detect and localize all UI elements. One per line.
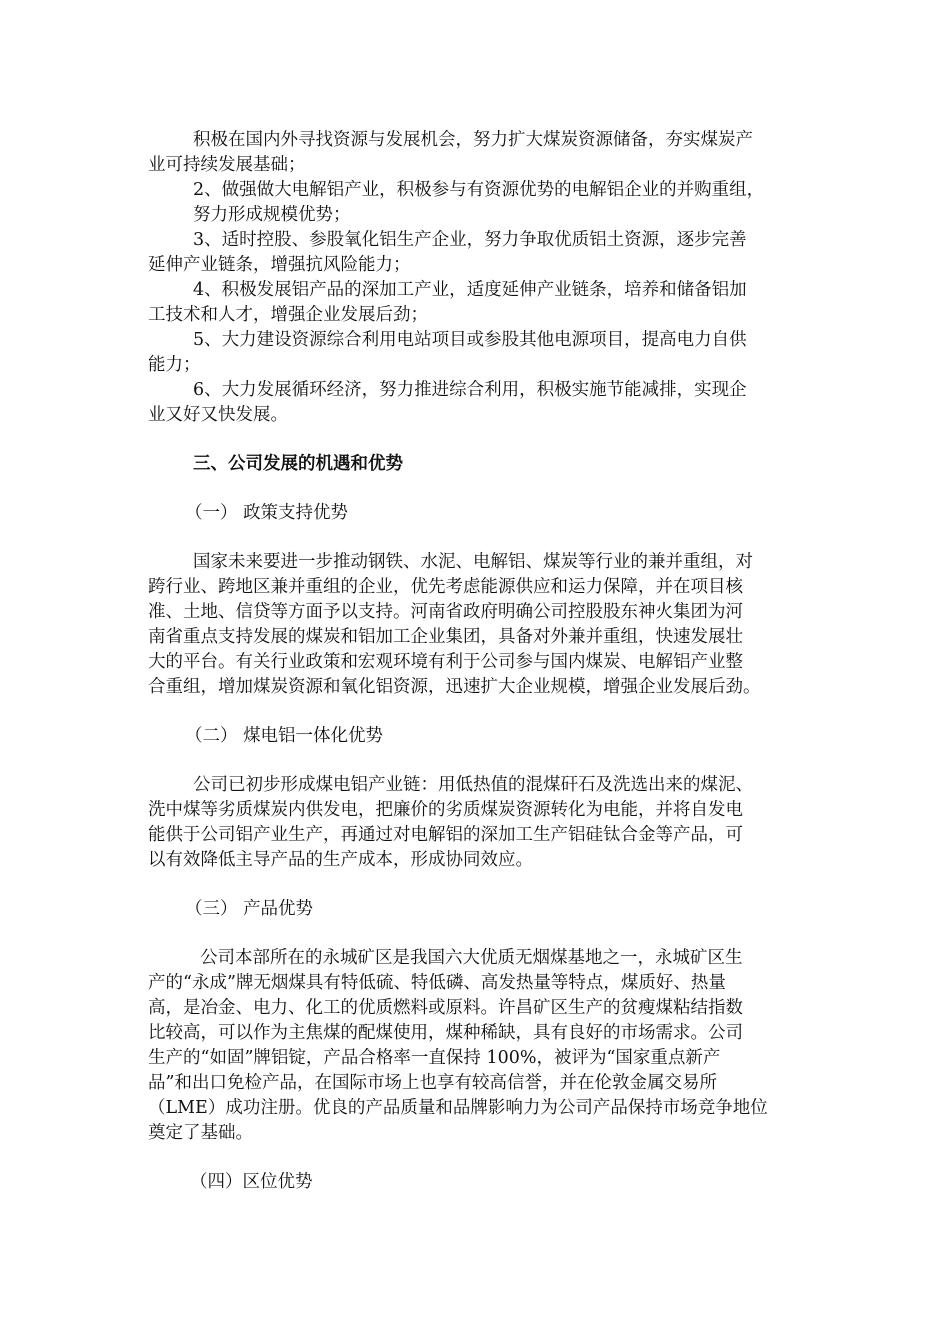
text-line: 品”和出口免检产品，在国际市场上也享有较高信誉，并在伦敦金属交易所 xyxy=(148,1073,717,1093)
text-line: 比较高，可以作为主焦煤的配煤使用，煤种稀缺，具有良好的市场需求。公司 xyxy=(148,1023,743,1043)
text-line: 业又好又快发展。 xyxy=(148,405,288,425)
section-heading: 三、公司发展的机遇和优势 xyxy=(193,454,403,474)
text-line: 延伸产业链条，增强抗风险能力； xyxy=(148,255,411,275)
text-line: 国家未来要进一步推动钢铁、水泥、电解铝、煤炭等行业的兼并重组，对 xyxy=(193,552,753,572)
text-line: （LME）成功注册。优良的产品质量和品牌影响力为公司产品保持市场竞争地位 xyxy=(148,1098,768,1118)
text-line: 南省重点支持发展的煤炭和铝加工企业集团，具备对外兼并重组，快速发展壮 xyxy=(148,627,743,647)
subsection-heading: （一） 政策支持优势 xyxy=(185,503,349,523)
text-line: 工技术和人才，增强企业发展后劲； xyxy=(148,305,428,325)
subsection-heading: （二） 煤电铝一体化优势 xyxy=(185,726,384,746)
text-line: 合重组，增加煤炭资源和氧化铝资源，迅速扩大企业规模，增强企业发展后劲。 xyxy=(148,677,761,697)
text-line: 跨行业、跨地区兼并重组的企业，优先考虑能源供应和运力保障，并在项目核 xyxy=(148,577,743,597)
text-line: 高，是冶金、电力、化工的优质燃料或原料。许昌矿区生产的贫瘦煤粘结指数 xyxy=(148,998,743,1018)
text-line: 奠定了基础。 xyxy=(148,1123,253,1143)
text-line: 能力； xyxy=(148,355,201,375)
text-line: 5、大力建设资源综合利用电站项目或参股其他电源项目，提高电力自供 xyxy=(193,330,747,350)
text-line: 公司已初步形成煤电铝产业链：用低热值的混煤矸石及洗选出来的煤泥、 xyxy=(193,775,753,795)
text-line: 能供于公司铝产业生产，再通过对电解铝的深加工生产铝硅钛合金等产品，可 xyxy=(148,825,743,845)
subsection-heading: （三） 产品优势 xyxy=(185,899,314,919)
text-line: 大的平台。有关行业政策和宏观环境有利于公司参与国内煤炭、电解铝产业整 xyxy=(148,652,743,672)
text-line: 积极在国内外寻找资源与发展机会，努力扩大煤炭资源储备，夯实煤炭产 xyxy=(193,130,753,150)
text-line: 2、做强做大电解铝产业，积极参与有资源优势的电解铝企业的并购重组， xyxy=(193,180,765,200)
text-line: 以有效降低主导产品的生产成本，形成协同效应。 xyxy=(148,850,533,870)
text-line: 产的“永成”牌无烟煤具有特低硫、特低磷、高发热量等特点，煤质好、热量 xyxy=(148,973,726,993)
text-line: 4、积极发展铝产品的深加工产业，适度延伸产业链条，培养和储备铝加 xyxy=(193,280,747,300)
text-line: 业可持续发展基础； xyxy=(148,155,306,175)
text-line: 3、适时控股、参股氧化铝生产企业，努力争取优质铝土资源，逐步完善 xyxy=(193,230,747,250)
text-line: 6、大力发展循环经济，努力推进综合利用，积极实施节能减排，实现企 xyxy=(193,380,747,400)
text-line: 生产的“如固”牌铝锭，产品合格率一直保持 100%，被评为“国家重点新产 xyxy=(148,1048,721,1068)
text-line: 洗中煤等劣质煤炭内供发电，把廉价的劣质煤炭资源转化为电能，并将自发电 xyxy=(148,800,743,820)
text-line: 公司本部所在的永城矿区是我国六大优质无烟煤基地之一，永城矿区生 xyxy=(200,948,743,968)
text-line: 努力形成规模优势； xyxy=(193,205,351,225)
subsection-heading: （四）区位优势 xyxy=(190,1172,313,1192)
text-line: 准、土地、信贷等方面予以支持。河南省政府明确公司控股股东神火集团为河 xyxy=(148,602,743,622)
